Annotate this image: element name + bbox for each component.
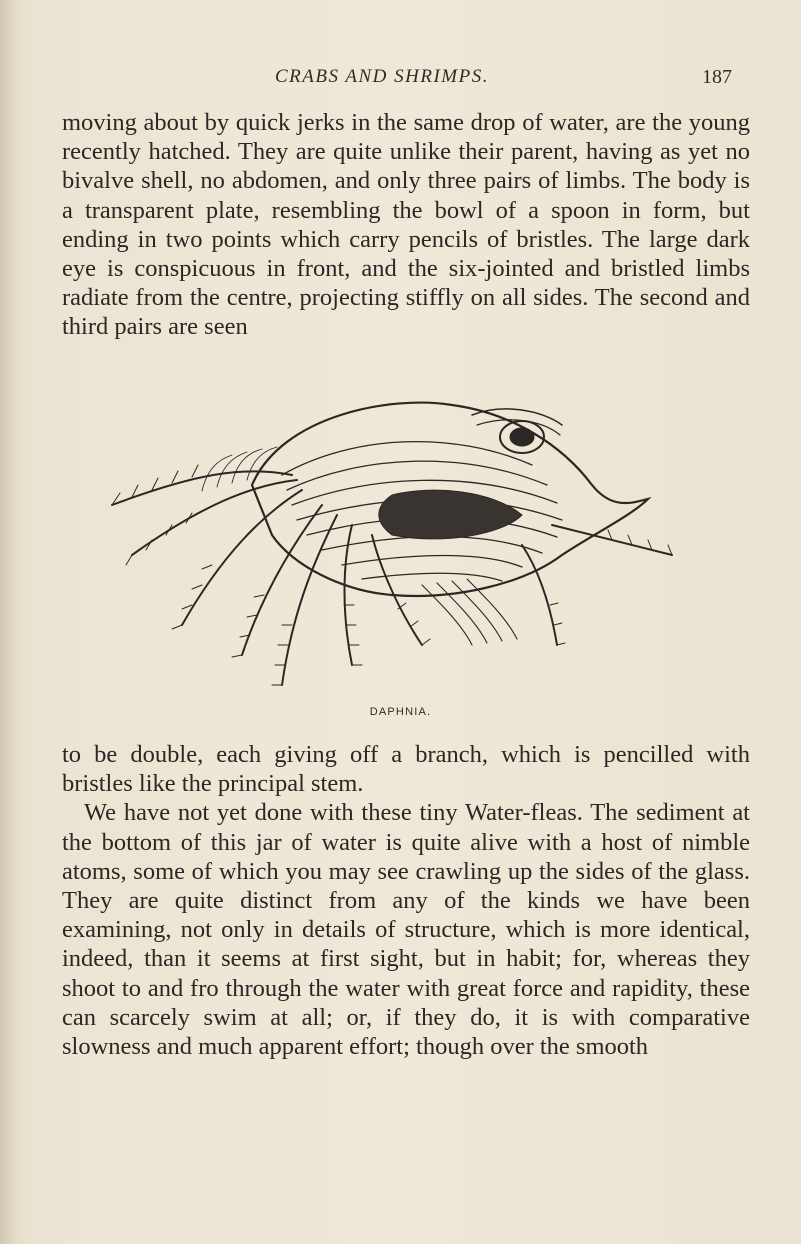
- running-title: CRABS AND SHRIMPS.: [275, 66, 489, 87]
- figure-caption: DAPHNIA.: [369, 706, 432, 718]
- page-number: 187: [702, 66, 732, 88]
- paragraph: to be double, each giving off a branch, which is pencilled with bristles like the principal stem.: [62, 741, 750, 798]
- body-text-top: [62, 108, 750, 342]
- paragraph: moving about by quick jerks in the same drop of water, are the young recently hatched. They are quite unlike their parent, having as yet no bivalve shell, no abdomen, and only three pairs of limbs. The body is a transparent plate, resembling the bowl of a spoon in form, but ending in two points which carry pencils of bristles. The large dark eye is conspicuous in front, and the six-jointed and bristled limbs radiate from the centre, projecting stiffly on all sides. The second and third pairs are seen: [62, 109, 750, 341]
- running-head: [0, 66, 801, 96]
- daphnia-illustration: [92, 395, 680, 715]
- body-text-bottom: [62, 740, 750, 1061]
- paragraph: We have not yet done with these tiny Water-fleas. The sediment at the bottom of this jar of water is quite alive with a host of nimble atoms, some of which you may see crawling up the sides of the glass. They are quite distinct from any of the kinds we have been examining, not only in details of structure, which is more identical, indeed, than it seems at first sight, but in habit; for, whereas they shoot to and fro through the water with great force and rapidity, these can scarcely swim at all; or, if they do, it is with comparative slowness and much apparent effort; though over the smooth: [62, 799, 750, 1061]
- gutter-shadow: [0, 0, 18, 1244]
